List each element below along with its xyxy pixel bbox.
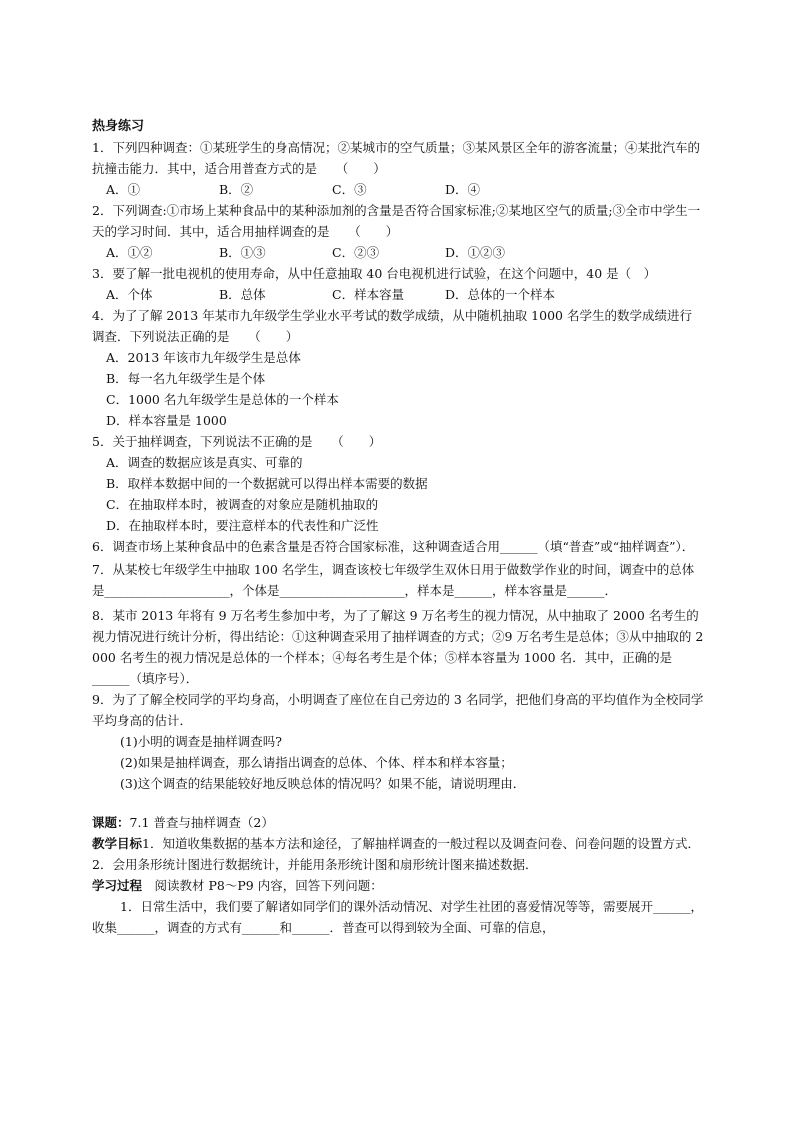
- question-3: 3．要了解一批电视机的使用寿命，从中任意抽取 40 台电视机进行试验，在这个问题中，40 是（ ）: [92, 266, 657, 281]
- lesson-title: 7.1 普查与抽样调查（2）: [129, 815, 274, 830]
- warmup-title: 热身练习: [92, 119, 145, 134]
- option-b: B．每一名九年级学生是个体: [106, 371, 266, 386]
- option-a: A．调查的数据应该是真实、可靠的: [106, 455, 303, 470]
- process-intro: 阅读教材 P8～P9 内容，回答下列问题：: [154, 878, 383, 893]
- option-d: D．①②③: [445, 245, 506, 260]
- question-9: 9．为了了解全校同学的平均身高，小明调查了座位在自己旁边的 3 名同学，把他们身高的平均值作为全校同学平均身高的估计．: [92, 692, 704, 728]
- option-b: B．①③: [219, 245, 266, 260]
- question-3-options: [92, 284, 704, 305]
- question-5: 5．关于抽样调查，下列说法不正确的是 （ ）: [92, 434, 382, 449]
- question-6: 6．调查市场上某种食品中的色素含量是否符合国家标准，这种调查适合用______（填“普查”或“抽样调查”）．: [92, 539, 695, 554]
- question-8: 8．某市 2013 年将有 9 万名考生参加中考，为了了解这 9 万名考生的视力情况，从中抽取了 2000 名考生的视力情况进行统计分析，得出结论：①这种调查采用了抽样调查的方式；②9 万名考生是总体；③从中抽取的 2 000 名考生的视力情况是总体的一个样本；④每名考生是个体；⑤样本容量为 1000 名．其中，正确的是______（填序号）．: [92, 608, 704, 686]
- option-c: C．在抽取样本时，被调查的对象应是随机抽取的: [106, 497, 379, 512]
- goals-label: 教学目标: [92, 836, 143, 851]
- option-b: B．②: [219, 182, 254, 197]
- option-a: A．个体: [106, 287, 153, 302]
- goals-text-1: 1．知道收集数据的基本方法和途径，了解抽样调查的一般过程以及调查问卷、问卷问题的设置方式．: [142, 836, 700, 851]
- question-2-options: [92, 242, 704, 263]
- question-9-part-2: (2)如果是抽样调查，那么请指出调查的总体、个体、样本和样本容量；: [120, 755, 513, 770]
- option-d: D．在抽取样本时，要注意样本的代表性和广泛性: [106, 518, 379, 533]
- question-7: 7．从某校七年级学生中抽取 100 名学生，调查该校七年级学生双休日用于做数学作业的时间，调查中的总体是____________________，个体是____________________，样本是______，样本容量是______．: [92, 562, 695, 598]
- option-d: D．总体的一个样本: [445, 287, 556, 302]
- option-d: D．样本容量是 1000: [106, 413, 227, 428]
- option-a: A．①②: [106, 245, 153, 260]
- question-4: 4．为了了解 2013 年某市九年级学生学业水平考试的数学成绩，从中随机抽取 1000 名学生的数学成绩进行调查．下列说法正确的是 （ ）: [92, 308, 692, 344]
- question-9-part-3: (3)这个调查的结果能较好地反映总体的情况吗？如果不能，请说明理由．: [120, 776, 526, 791]
- option-c: C．样本容量: [332, 287, 405, 302]
- goals-line-2: 2．会用条形统计图进行数据统计，并能用条形统计图和扇形统计图来描述数据．: [92, 857, 538, 872]
- process-label: 学习过程: [92, 878, 143, 893]
- process-item-1: 1．日常生活中，我们要了解诸如同学们的课外活动情况、对学生社团的喜爱情况等等，需要展开______，收集______，调查的方式有______和______．普查可以得到较为全面、可靠的信息，: [92, 899, 703, 935]
- spacer: [92, 794, 704, 812]
- lesson-title-line: [92, 812, 704, 833]
- option-d: D．④: [445, 182, 481, 197]
- option-a: A．①: [106, 182, 141, 197]
- process-line: [92, 875, 704, 896]
- question-2: 2．下列调查:①市场上某种食品中的某种添加剂的含量是否符合国家标准;②某地区空气的质量;③全市中学生一天的学习时间．其中，适合用抽样调查的是 （ ）: [92, 203, 701, 239]
- question-1: 1．下列四种调查：①某班学生的身高情况；②某城市的空气质量；③某风景区全年的游客流量；④某批汽车的抗撞击能力．其中，适合用普查方式的是 （ ）: [92, 140, 700, 176]
- lesson-label: 课题：: [92, 815, 130, 830]
- worksheet-page: [92, 116, 704, 938]
- option-c: C．③: [332, 182, 367, 197]
- option-c: C．1000 名九年级学生是总体的一个样本: [106, 392, 339, 407]
- option-a: A．2013 年该市九年级学生是总体: [106, 350, 301, 365]
- goals-line-1: [92, 833, 704, 854]
- option-c: C．②③: [332, 245, 380, 260]
- option-b: B．总体: [219, 287, 266, 302]
- question-9-part-1: (1)小明的调查是抽样调查吗?: [120, 734, 282, 749]
- question-1-options: [92, 179, 704, 200]
- option-b: B．取样本数据中间的一个数据就可以得出样本需要的数据: [106, 476, 428, 491]
